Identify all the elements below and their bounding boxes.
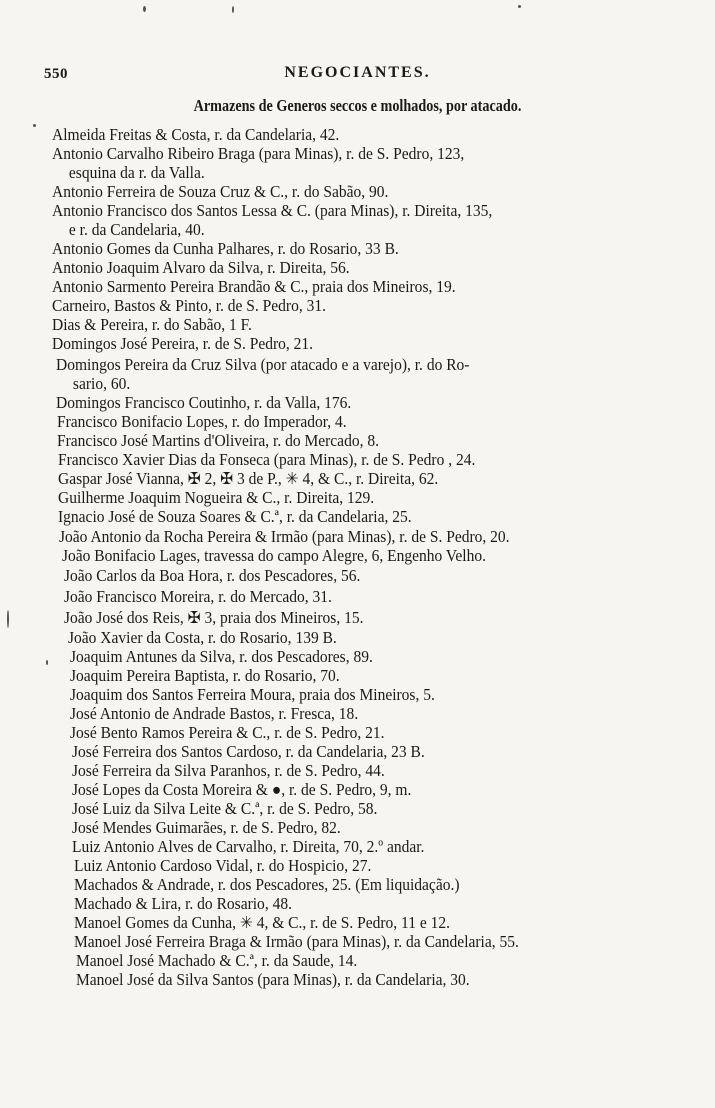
list-item xyxy=(58,450,475,469)
list-item xyxy=(72,780,411,799)
entry-text: José Ferreira dos Santos Cardoso, r. da Candelaria, 23 B. xyxy=(72,742,425,761)
list-item xyxy=(56,355,469,393)
entry-text: José Mendes Guimarães, r. de S. Pedro, 82. xyxy=(72,818,341,837)
entry-text: José Luiz da Silva Leite & C.ª, r. de S. Pedro, 58. xyxy=(72,799,378,818)
entry-text: Joaquim Antunes da Silva, r. dos Pescadores, 89. xyxy=(70,647,373,666)
ink-speck xyxy=(46,660,48,665)
ink-speck xyxy=(518,5,521,8)
entry-text: Joaquim dos Santos Ferreira Moura, praia dos Mineiros, 5. xyxy=(70,685,435,704)
list-item xyxy=(74,913,450,932)
entry-text: Manoel José Ferreira Braga & Irmão (para Minas), r. da Candelaria, 55. xyxy=(74,932,519,951)
list-item xyxy=(74,875,460,894)
list-item xyxy=(52,125,339,144)
list-item xyxy=(72,742,425,761)
entry-text: Luiz Antonio Cardoso Vidal, r. do Hospicio, 27. xyxy=(74,856,372,875)
entry-text: Machado & Lira, r. do Rosario, 48. xyxy=(74,894,292,913)
list-item xyxy=(57,431,379,450)
entry-text: Ignacio José de Souza Soares & C.ª, r. da Candelaria, 25. xyxy=(58,507,412,526)
section-heading: Armazens de Generos seccos e molhados, por atacado. xyxy=(193,96,522,115)
entry-text: Antonio Carvalho Ribeiro Braga (para Minas), r. de S. Pedro, 123, xyxy=(52,144,465,163)
list-item xyxy=(52,144,464,182)
list-item xyxy=(57,412,347,431)
entry-text: José Ferreira da Silva Paranhos, r. de S. Pedro, 44. xyxy=(72,761,385,780)
ink-speck xyxy=(7,610,9,628)
ink-speck xyxy=(232,6,234,13)
list-item xyxy=(58,507,412,526)
entry-text: Almeida Freitas & Costa, r. da Candelaria, 42. xyxy=(52,125,340,144)
entry-continuation: esquina da r. da Valla. xyxy=(68,163,205,182)
list-item xyxy=(64,608,363,627)
list-item xyxy=(74,856,371,875)
entry-continuation: e r. da Candelaria, 40. xyxy=(68,220,205,239)
entry-text: Guilherme Joaquim Nogueira & C., r. Direita, 129. xyxy=(58,488,375,507)
page-number: 550 xyxy=(44,66,68,82)
entry-text: José Lopes da Costa Moreira & ●, r. de S. Pedro, 9, m. xyxy=(72,780,412,799)
list-item xyxy=(70,704,358,723)
entry-text: Domingos Pereira da Cruz Silva (por atacado e a varejo), r. do Ro- xyxy=(56,355,470,374)
entry-text: João Francisco Moreira, r. do Mercado, 31. xyxy=(64,587,332,606)
list-item xyxy=(64,566,360,585)
ink-speck xyxy=(33,124,36,127)
entry-text: Machados & Andrade, r. dos Pescadores, 25. (Em liquidação.) xyxy=(74,875,460,894)
entry-text: Antonio Gomes da Cunha Palhares, r. do Rosario, 33 B. xyxy=(52,239,399,258)
entry-text: Francisco Bonifacio Lopes, r. do Imperador, 4. xyxy=(57,412,347,431)
list-item xyxy=(68,628,337,647)
entry-text: Luiz Antonio Alves de Carvalho, r. Direita, 70, 2.º andar. xyxy=(72,837,425,856)
list-item xyxy=(52,182,388,201)
list-item xyxy=(62,546,486,565)
list-item xyxy=(52,239,399,258)
entry-text: Antonio Sarmento Pereira Brandão & C., praia dos Mineiros, 19. xyxy=(52,277,456,296)
list-item xyxy=(72,818,341,837)
entry-text: João Carlos da Boa Hora, r. dos Pescadores, 56. xyxy=(64,566,361,585)
entry-text: Manoel José da Silva Santos (para Minas), r. da Candelaria, 30. xyxy=(76,970,470,989)
list-item xyxy=(52,277,456,296)
list-item xyxy=(70,647,373,666)
list-item xyxy=(59,527,510,546)
list-item xyxy=(52,258,350,277)
list-item xyxy=(64,587,332,606)
list-item xyxy=(70,685,435,704)
running-head: NEGOCIANTES. xyxy=(284,64,431,81)
entry-text: Domingos Francisco Coutinho, r. da Valla, 176. xyxy=(56,393,352,412)
ink-speck xyxy=(143,6,146,12)
entry-text: Francisco Xavier Dias da Fonseca (para Minas), r. de S. Pedro , 24. xyxy=(58,450,476,469)
list-item xyxy=(74,894,292,913)
entry-text: Manoel Gomes da Cunha, ✳ 4, & C., r. de S. Pedro, 11 e 12. xyxy=(74,913,451,932)
list-item xyxy=(52,201,492,239)
entry-continuation: sario, 60. xyxy=(72,374,131,393)
entry-text: João José dos Reis, ✠ 3, praia dos Mineiros, 15. xyxy=(64,608,364,627)
entry-text: José Bento Ramos Pereira & C., r. de S. Pedro, 21. xyxy=(70,723,385,742)
entry-text: João Xavier da Costa, r. do Rosario, 139 B. xyxy=(68,628,337,647)
entry-text: José Antonio de Andrade Bastos, r. Fresca, 18. xyxy=(70,704,359,723)
entry-text: Domingos José Pereira, r. de S. Pedro, 21. xyxy=(52,334,314,353)
entry-text: Carneiro, Bastos & Pinto, r. de S. Pedro, 31. xyxy=(52,296,327,315)
entry-text: Antonio Joaquim Alvaro da Silva, r. Direita, 56. xyxy=(52,258,350,277)
entry-text: João Bonifacio Lages, travessa do campo Alegre, 6, Engenho Velho. xyxy=(62,546,486,565)
list-item xyxy=(76,951,357,970)
entry-text: Francisco José Martins d'Oliveira, r. do Mercado, 8. xyxy=(57,431,379,450)
list-item xyxy=(74,932,519,951)
entry-text: Gaspar José Vianna, ✠ 2, ✠ 3 de P., ✳ 4, & C., r. Direita, 62. xyxy=(58,469,439,488)
list-item xyxy=(72,837,424,856)
entry-text: Antonio Ferreira de Souza Cruz & C., r. do Sabão, 90. xyxy=(52,182,389,201)
list-item xyxy=(70,666,340,685)
entry-text: Joaquim Pereira Baptista, r. do Rosario, 70. xyxy=(70,666,340,685)
entry-text: Antonio Francisco dos Santos Lessa & C. (para Minas), r. Direita, 135, xyxy=(52,201,493,220)
entry-text: Manoel José Machado & C.ª, r. da Saude, 14. xyxy=(76,951,358,970)
list-item xyxy=(52,296,326,315)
list-item xyxy=(72,799,377,818)
list-item xyxy=(70,723,384,742)
list-item xyxy=(56,393,351,412)
list-item xyxy=(58,488,374,507)
list-item xyxy=(72,761,385,780)
list-item xyxy=(58,469,438,488)
entry-text: João Antonio da Rocha Pereira & Irmão (para Minas), r. de S. Pedro, 20. xyxy=(59,527,510,546)
list-item xyxy=(52,315,252,334)
list-item xyxy=(52,334,313,353)
list-item xyxy=(76,970,470,989)
entry-text: Dias & Pereira, r. do Sabão, 1 F. xyxy=(52,315,252,334)
